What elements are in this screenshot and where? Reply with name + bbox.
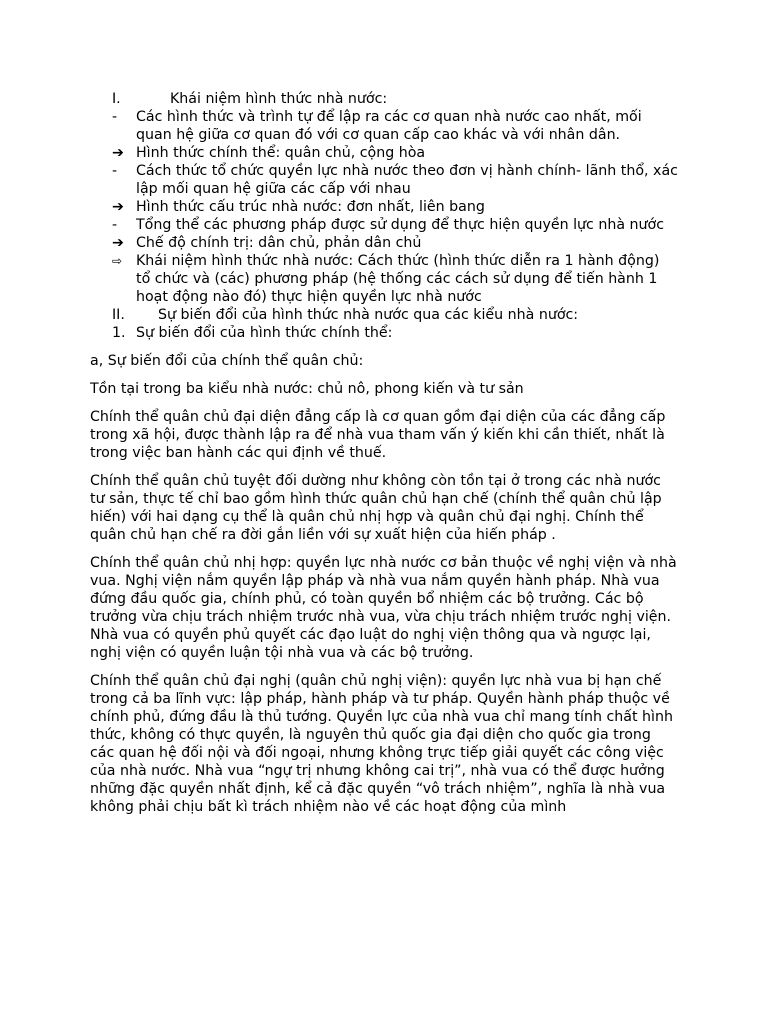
paragraph: Chính thể quân chủ đại nghị (quân chủ nghị viện): quyền lực nhà vua bị hạn chế trong cả ba lĩnh vực: lập pháp, hành pháp và tư pháp. Quyền hành pháp thuộc về chính phủ, đứng đầu là thủ tướng. Quyền lực của nhà vua chỉ mang tính chất hình thức, không có thực quyền, là nguyên thủ quốc gia đại diện cho quốc gia trong các quan hệ đối nội và đối ngoại, nhưng không trực tiếp giải quyết các công việc của nhà nước. Nhà vua “ngự trị nhưng không cai trị”, nhà vua có thể được hưởng những đặc quyền nhất định, kể cả đặc quyền “vô trách nhiệm”, nghĩa là nhà vua không phải chịu bất kì trách nhiệm nào về các hoạt động của mình: [90, 673, 673, 815]
section-heading: a, Sự biến đổi của chính thể quân chủ:: [90, 353, 364, 369]
list-item: [90, 90, 678, 108]
arrow-bullet-icon: ➔: [112, 235, 124, 251]
paragraph: Tồn tại trong ba kiểu nhà nước: chủ nô, phong kiến và tư sản: [90, 381, 524, 397]
list-item: [90, 324, 678, 342]
paragraph: Chính thể quân chủ nhị hợp: quyền lực nhà nước cơ bản thuộc về nghị viện và nhà vua. Nghị viện nắm quyền lập pháp và nhà vua nắm quyền hành pháp. Nhà vua đứng đầu quốc gia, chính phủ, có toàn quyền bổ nhiệm các bộ trưởng. Các bộ trưởng vừa chịu trách nhiệm trước nhà vua, vừa chịu trách nhiệm trước nghị viện. Nhà vua có quyền phủ quyết các đạo luật do nghị viện thông qua và ngược lại, nghị viện có quyền luận tội nhà vua và các bộ trưởng.: [90, 555, 677, 661]
dash-bullet: -: [112, 217, 118, 233]
list-item: [90, 162, 678, 198]
list-item-text: Hình thức chính thể: quân chủ, cộng hòa: [136, 145, 426, 161]
list-item: [90, 198, 678, 216]
list-item: [90, 216, 678, 234]
list-item-text: Cách thức tổ chức quyền lực nhà nước theo đơn vị hành chính- lãnh thổ, xác lập mối quan hệ giữa các cấp với nhau: [136, 163, 678, 197]
outline-list: [90, 90, 678, 342]
list-item-text: Sự biến đổi của hình thức chính thể:: [136, 325, 393, 341]
roman-numeral: I.: [112, 91, 121, 107]
list-item: [90, 144, 678, 162]
list-item: [90, 252, 678, 306]
list-item-text: Các hình thức và trình tự để lập ra các cơ quan nhà nước cao nhất, mối quan hệ giữa cơ quan đó với cơ quan cấp cao khác và với nhân dân.: [136, 109, 642, 143]
list-item: [90, 108, 678, 144]
heading-text: Sự biến đổi của hình thức nhà nước qua các kiểu nhà nước:: [158, 307, 579, 323]
number-bullet: 1.: [112, 325, 126, 341]
arrow-bullet-icon: ➔: [112, 145, 124, 161]
dash-bullet: -: [112, 163, 118, 179]
list-item-text: Hình thức cấu trúc nhà nước: đơn nhất, liên bang: [136, 199, 485, 215]
arrow-bullet-icon: ➔: [112, 199, 124, 215]
dash-bullet: -: [112, 109, 118, 125]
list-item: [90, 306, 678, 324]
list-item-text: Chế độ chính trị: dân chủ, phản dân chủ: [136, 235, 422, 251]
outline-arrow-bullet-icon: ⇨: [112, 254, 123, 268]
roman-numeral: II.: [112, 307, 125, 323]
heading-text: Khái niệm hình thức nhà nước:: [170, 91, 388, 107]
paragraph: Chính thể quân chủ đại diện đẳng cấp là cơ quan gồm đại diện của các đẳng cấp trong xã hội, được thành lập ra để nhà vua tham vấn ý kiến khi cần thiết, nhất là trong việc ban hành các qui định về thuế.: [90, 409, 666, 461]
list-item: [90, 234, 678, 252]
list-item-text: Tổng thể các phương pháp được sử dụng để thực hiện quyền lực nhà nước: [136, 217, 665, 233]
list-item-text: Khái niệm hình thức nhà nước: Cách thức (hình thức diễn ra 1 hành động) tổ chức và (các) phương pháp (hệ thống các cách sử dụng để tiến hành 1 hoạt động nào đó) thực hiện quyền lực nhà nước: [136, 253, 660, 305]
paragraph: Chính thể quân chủ tuyệt đối dường như không còn tồn tại ở trong các nhà nước tư sản, thực tế chỉ bao gồm hình thức quân chủ hạn chế (chính thể quân chủ lập hiến) với hai dạng cụ thể là quân chủ nhị hợp và quân chủ đại nghị. Chính thể quân chủ hạn chế ra đời gắn liền với sự xuất hiện của hiến pháp .: [90, 473, 662, 543]
